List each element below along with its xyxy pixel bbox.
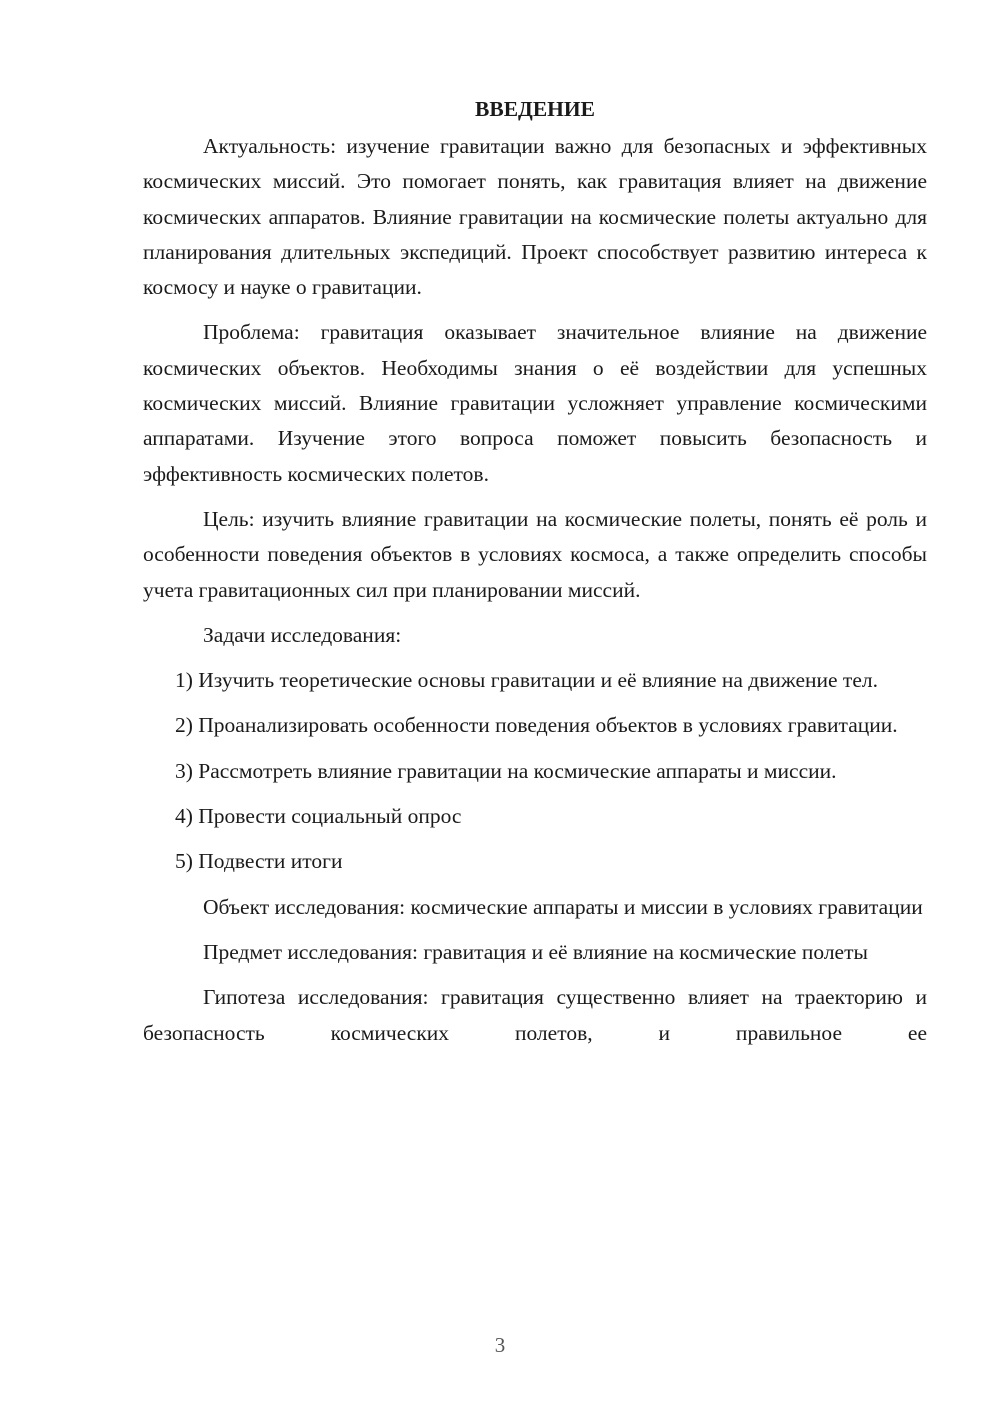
page-content (143, 92, 927, 1061)
task-item-1: 1) Изучить теоретические основы гравитации и её влияние на движение тел. (175, 668, 878, 693)
paragraph-object: Объект исследования: космические аппараты и миссии в условиях гравитации (203, 894, 923, 919)
paragraph-problem: Проблема: гравитация оказывает значительное влияние на движение космических объектов. Необходимы знания о её воздействии для успешных космических миссий. Влияние гравитации усложняет управление космическими аппаратами. Изучение этого вопроса поможет повысить безопасность и эффективность космических полетов. (143, 320, 927, 486)
task-item-3: 3) Рассмотреть влияние гравитации на космические аппараты и миссии. (175, 758, 837, 783)
paragraph-goal: Цель: изучить влияние гравитации на космические полеты, понять её роль и особенности поведения объектов в условиях космоса, а также определить способы учета гравитационных сил при планировании миссий. (143, 506, 927, 602)
task-item-4: 4) Провести социальный опрос (175, 804, 462, 829)
task-item-5: 5) Подвести итоги (175, 849, 343, 874)
page-number: 3 (494, 1333, 506, 1357)
section-title: ВВЕДЕНИЕ (475, 97, 595, 121)
paragraph-hypothesis: Гипотеза исследования: гравитация существенно влияет на траекторию и безопасность космических полетов, и правильное ее (143, 985, 927, 1045)
paragraph-subject: Предмет исследования: гравитация и её влияние на космические полеты (203, 939, 868, 964)
paragraph-tasks-heading: Задачи исследования: (203, 622, 402, 647)
task-item-2: 2) Проанализировать особенности поведения объектов в условиях гравитации. (175, 713, 898, 738)
paragraph-relevance: Актуальность: изучение гравитации важно для безопасных и эффективных космических миссий. Это помогает понять, как гравитация влияет на движение космических аппаратов. Влияние гравитации на космические полеты актуально для планирования длительных экспедиций. Проект способствует развитию интереса к космосу и науке о гравитации. (143, 134, 927, 300)
